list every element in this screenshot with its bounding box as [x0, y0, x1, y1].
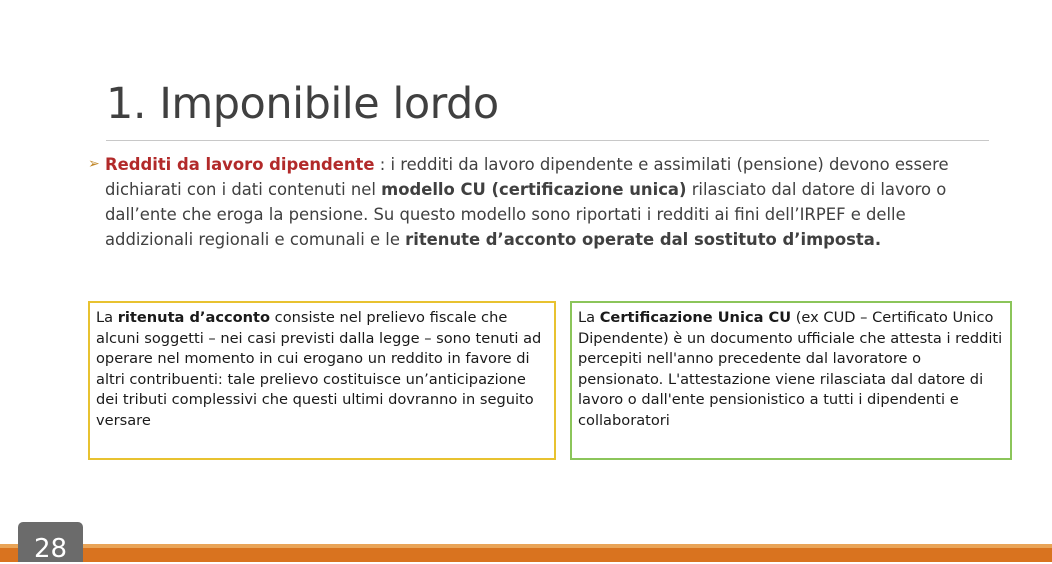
box-left-term: ritenuta d’acconto	[117, 309, 271, 326]
bullet-bold-2: ritenute d’acconto operate dal sostituto d’imposta.	[405, 230, 882, 249]
title-divider	[106, 140, 989, 141]
arrow-bullet-icon: ➢	[88, 156, 100, 172]
box-right-text: (ex CUD – Certificato Unico Dipendente) è un documento ufficiale che attesta i redditi percepiti nell'anno precedente dal lavoratore o pensionato. L'attestazione viene rilasciata dal datore di lavoro o dall'ente pensionistico a tutti i dipendenti e collaboratori	[578, 309, 1003, 429]
bullet-paragraph	[88, 152, 988, 252]
box-right-prefix: La	[578, 309, 600, 326]
box-left-prefix: La	[96, 309, 118, 326]
bullet-item	[88, 152, 988, 252]
cu-definition-box	[570, 301, 1012, 460]
box-left-text: consiste nel prelievo fiscale che alcuni soggetti – nei casi previsti dalla legge – sono tenuti ad operare nel momento in cui erogano un reddito in favore di altri contribuenti: tale prelievo costituisce un’anticipazione dei tributi complessivi che questi ultimi dovranno in seguito versare	[96, 309, 542, 429]
bullet-lead: Redditi da lavoro dipendente	[105, 155, 375, 174]
bullet-text-1: : i redditi da lavoro dipendente e assimilati (pensione) devono essere dichiarati con i dati contenuti nel	[105, 155, 949, 199]
footer-bar	[0, 548, 1052, 562]
page-number-badge: 28	[18, 522, 83, 562]
bullet-text-2: rilasciato dal datore di lavoro o dall’ente che eroga la pensione. Su questo modello sono riportati i redditi ai fini dell’IRPEF e delle addizionali regionali e comunali e le	[105, 180, 947, 249]
ritenuta-definition-box	[88, 301, 556, 460]
bullet-bold-1: modello CU (certificazione unica)	[381, 180, 687, 199]
slide-title: 1. Imponibile lordo	[106, 79, 499, 129]
box-right-term: Certificazione Unica CU	[599, 309, 792, 326]
